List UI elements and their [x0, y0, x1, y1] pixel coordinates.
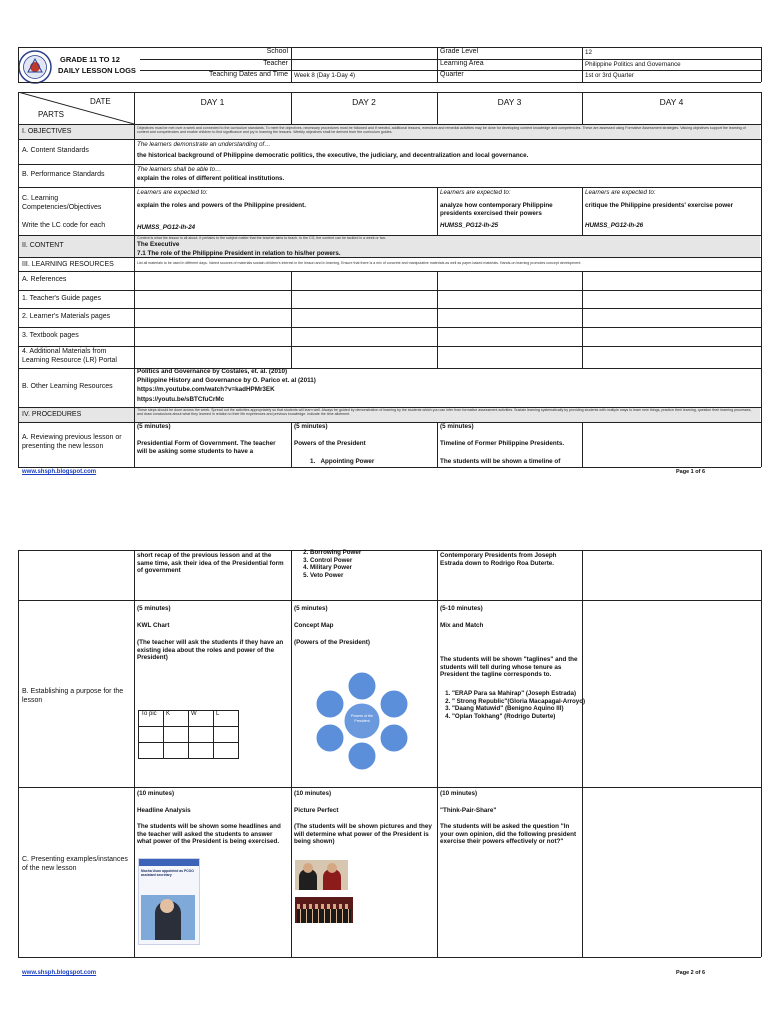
- review-day2-title: Powers of the President: [294, 440, 366, 447]
- presenting-day3-text: The students will be asked the question "In your own opinion, did the following president exercise their powers effectively or not?": [440, 823, 577, 846]
- day-2-header: DAY 2: [352, 97, 376, 107]
- procedures-note: These steps should be done across the week. Spread out the activities appropriately so that students will learn well. Always be guided by demonstration of learning by the students which you can infer from formative assessment activities. Sustain learning systematically by providing students with multiple ways to learn new things, practice their learning, question their learning processes, and draw conclusions about what they learned in relation to their life experiences and previous knowledge. Indicate the time allotment.: [137, 408, 752, 417]
- other-resource-1: Politics and Governance by Costales, et. al. (2010): [137, 368, 288, 375]
- review-day3-text: The students will be shown a timeline of: [440, 458, 561, 465]
- teaching-dates-value: Week 8 (Day 1-Day 4): [294, 72, 356, 79]
- review-day2-item-3: 3. Control Power: [310, 557, 361, 565]
- content-note: Content is what the lesson is all about. It pertains to the subject matter that the teacher aims to teach. In the CG, the content can be tackled in a week or two.: [137, 236, 387, 240]
- review-day2-item-4: 4. Military Power: [310, 564, 361, 572]
- presenting-day2-time: (10 minutes): [294, 790, 332, 797]
- performance-standards-label: B. Performance Standards: [22, 171, 105, 178]
- purpose-day1-text: (The teacher will ask the students if they have an existing idea about the roles and power of the President): [137, 639, 284, 662]
- grade-level-label: Grade Level: [440, 48, 479, 55]
- performance-standards-lead: The learners shall be able to…: [137, 166, 222, 173]
- references-label: A. References: [22, 276, 67, 283]
- presenting-day1-time: (10 minutes): [137, 790, 175, 797]
- purpose-day2-text: (Powers of the President): [294, 639, 370, 646]
- additional-materials-label: 4. Additional Materials from Learning Resource (LR) Portal: [22, 348, 117, 364]
- purpose-day1-title: KWL Chart: [137, 622, 170, 629]
- purpose-day1-time: (5 minutes): [137, 605, 171, 612]
- review-day2-time: (5 minutes): [294, 423, 328, 430]
- presenting-day1-text: The students will be shown some headlines and the teacher will asked the students to answer what power of the President is being exercised.: [137, 823, 281, 846]
- page-number-2: Page 2 of 6: [676, 970, 706, 976]
- kwl-topic-header: To pic: [139, 711, 164, 727]
- other-resource-link-2[interactable]: https://youtu.be/sBTCfuCrMc: [137, 396, 225, 403]
- day-3-header: DAY 3: [497, 97, 522, 107]
- performance-standards-text: explain the roles of different political institutions.: [137, 175, 285, 182]
- tagline-item-4: 4. "Oplan Tokhang" (Rodrigo Duterte): [452, 713, 590, 721]
- resources-label: III. LEARNING RESOURCES: [22, 261, 114, 268]
- objectives-label: I. OBJECTIVES: [22, 128, 72, 135]
- review-day2-item-5: 5. Veto Power: [310, 572, 361, 580]
- school-label: School: [266, 48, 288, 55]
- other-resource-2: Philippine History and Governance by O. Parico et. al (2011): [137, 377, 316, 384]
- header-title-line1: GRADE 11 TO 12: [60, 55, 120, 64]
- review-day2-list-cont: [298, 549, 361, 579]
- review-day1-text: Presidential Form of Government. The teacher will be asking some students to have a: [137, 440, 276, 455]
- date-label: DATE: [90, 97, 111, 106]
- competencies-lead-day4: Learners are expected to:: [585, 189, 656, 196]
- tagline-item-2: 2. " Strong Republic"(Gloria Macapagal-Arroyo): [452, 698, 590, 706]
- concept-map-center-label: Powers of the President: [351, 714, 373, 723]
- content-topic: 7.1 The role of the Philippine President in relation to his/her powers.: [137, 250, 341, 257]
- purpose-day3-text: The students will be shown "taglines" and the students will tell during whose tenure as President the tagline corresponds to.: [440, 656, 578, 679]
- review-label: A. Reviewing previous lesson or presenting the new lesson: [22, 434, 122, 450]
- competencies-label: C. Learning Competencies/Objectives: [22, 195, 102, 211]
- page-2: [0, 545, 768, 985]
- presenting-day2-title: Picture Perfect: [294, 807, 339, 814]
- review-day2-item-1: 1. Appointing Power: [310, 458, 375, 465]
- presenting-label: C. Presenting examples/instances of the new lesson: [22, 856, 128, 872]
- page-number-1: Page 1 of 6: [676, 469, 706, 475]
- day-1-header: DAY 1: [200, 97, 225, 107]
- headline-image: [138, 858, 200, 945]
- page-1: [0, 0, 768, 485]
- presenting-day3-time: (10 minutes): [440, 790, 478, 797]
- lc-code-day1: HUMSS_PG12-Ih-24: [137, 224, 196, 231]
- header-title-line2: DAILY LESSON LOGS: [58, 66, 136, 75]
- competencies-lead-day3: Learners are expected to:: [440, 189, 511, 196]
- purpose-day3-title: Mix and Match: [440, 622, 484, 629]
- content-label: II. CONTENT: [22, 242, 64, 249]
- concept-map-node: [380, 690, 408, 718]
- concept-map-node: [348, 672, 376, 700]
- parts-label: PARTS: [38, 110, 64, 119]
- day-4-header: DAY 4: [659, 97, 684, 107]
- other-resources-label: B. Other Learning Resources: [22, 383, 113, 390]
- presenting-day2-text: (The students will be shown pictures and they will determine what power of the President is being shown): [294, 823, 432, 846]
- content-standards-label: A. Content Standards: [22, 147, 89, 154]
- presenting-day3-title: "Think-Pair-Share": [440, 807, 497, 814]
- learning-area-label: Learning Area: [440, 60, 484, 67]
- purpose-day2-time: (5 minutes): [294, 605, 328, 612]
- learning-area-value: Philippine Politics and Governance: [585, 61, 681, 68]
- kwl-chart: [138, 710, 239, 759]
- learners-materials-label: 2. Learner's Materials pages: [22, 313, 111, 320]
- textbook-pages-label: 3. Textbook pages: [22, 332, 79, 339]
- headline-image-text: Mocha Uson appointed as PCOO assistant secretary: [141, 869, 194, 878]
- lc-code-day3: HUMSS_PG12-Ih-25: [440, 222, 499, 229]
- concept-map-node: [316, 724, 344, 752]
- kwl-l-header: L: [214, 711, 239, 727]
- teachers-guide-label: 1. Teacher's Guide pages: [22, 295, 102, 302]
- teacher-label: Teacher: [263, 60, 288, 67]
- kwl-k-header: K: [164, 711, 189, 727]
- quarter-label: Quarter: [440, 71, 464, 78]
- quarter-value: 1st or 3rd Quarter: [585, 72, 634, 79]
- review-day3-text-cont: Contemporary Presidents from Joseph Estrada down to Rodrigo Roa Duterte.: [440, 552, 557, 567]
- blog-link-page2[interactable]: www.shsph.blogspot.com: [22, 970, 97, 976]
- purpose-day2-title: Concept Map: [294, 622, 334, 629]
- deped-seal-logo: [18, 50, 52, 89]
- content-title: The Executive: [137, 241, 180, 248]
- content-standards-lead: The learners demonstrate an understanding of…: [137, 141, 271, 148]
- review-day1-text-cont: short recap of the previous lesson and at the same time, ask their idea of the Presidential form of government: [137, 552, 284, 575]
- presenting-day1-title: Headline Analysis: [137, 807, 191, 814]
- concept-map-node: [380, 724, 408, 752]
- purpose-label: B. Establishing a purpose for the lesson: [22, 688, 124, 704]
- review-day3-time: (5 minutes): [440, 423, 474, 430]
- grade-level-value: 12: [585, 49, 592, 56]
- review-day3-title: Timeline of Former Philippine Presidents.: [440, 440, 565, 447]
- resources-note: List all materials to be used in different days. Varied sources of materials sustain children's interest in the lesson and in learning. Ensure that there is a mix of concrete and manipulative materials as well as paper-based materials. Hands-on learning promotes concept development.: [137, 261, 582, 265]
- purpose-day3-time: (5-10 minutes): [440, 605, 483, 612]
- review-day2-item-2: 2. Borrowing Power: [310, 549, 361, 557]
- tagline-item-1: 1. "ERAP Para sa Mahirap" (Joseph Estrada): [452, 690, 590, 698]
- concept-map-node: [316, 690, 344, 718]
- content-standards-text: the historical background of Philippine democratic politics, the executive, the judiciary, and decentralization and local governance.: [137, 152, 529, 159]
- teaching-dates-label: Teaching Dates and Time: [209, 71, 288, 78]
- competency-day4: critique the Philippine presidents' exercise power: [585, 202, 734, 209]
- concept-map-node: [348, 742, 376, 770]
- procedures-label: IV. PROCEDURES: [22, 411, 82, 418]
- picture-perfect-photo-1: [295, 860, 348, 890]
- tagline-list: [440, 690, 590, 720]
- tagline-item-3: 3. "Daang Matuwid" (Benigno Aquino III): [452, 705, 590, 713]
- lc-code-day4: HUMSS_PG12-Ih-26: [585, 222, 644, 229]
- kwl-w-header: W: [189, 711, 214, 727]
- competency-day1: explain the roles and powers of the Philippine president.: [137, 202, 306, 209]
- competencies-lead: Learners are expected to:: [137, 189, 208, 196]
- objectives-note: Objectives must be met over a week and connected to the curriculum standards. To meet the objectives, necessary procedures must be followed and if needed, additional lessons, exercises and remedial activities may be done for developing content knowledge and competencies. These are assessed using Formative Assessment strategies. Valuing objectives support the learning of content and competencies and enable children to find significance and joy in learning the lessons. Weekly objectives shall be derived from the curriculum guides.: [137, 126, 746, 135]
- picture-perfect-photo-2: [295, 897, 353, 923]
- competency-day3: analyze how contemporary Philippine presidents exercised their powers: [440, 202, 553, 217]
- review-day1-time: (5 minutes): [137, 423, 171, 430]
- other-resource-link-1[interactable]: https://m.youtube.com/watch?v=kadHPMr3EK: [137, 386, 275, 393]
- blog-link-page1[interactable]: www.shsph.blogspot.com: [22, 469, 97, 475]
- lc-code-label: Write the LC code for each: [22, 222, 106, 229]
